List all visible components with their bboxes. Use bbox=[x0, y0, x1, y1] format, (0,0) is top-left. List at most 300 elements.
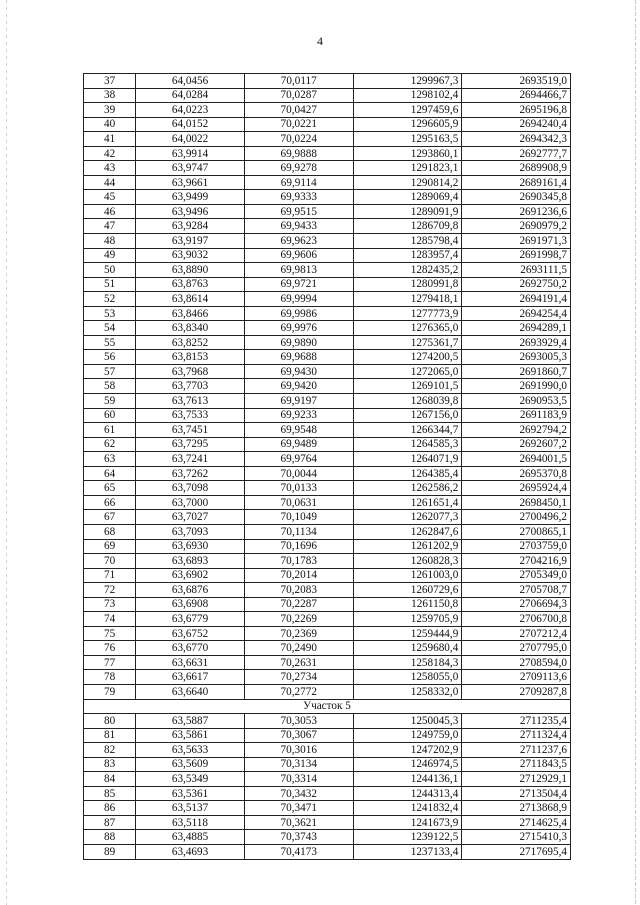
point-number-cell: 85 bbox=[84, 786, 136, 801]
x-coordinate-cell: 1279418,1 bbox=[353, 292, 462, 307]
x-coordinate-cell: 1262077,3 bbox=[353, 510, 462, 525]
table-row bbox=[84, 88, 571, 103]
table-row bbox=[84, 292, 571, 307]
point-number-cell: 46 bbox=[84, 204, 136, 219]
x-coordinate-cell: 1261150,8 bbox=[353, 597, 462, 612]
point-number-cell: 45 bbox=[84, 190, 136, 205]
y-coordinate-cell: 2692777,7 bbox=[462, 146, 571, 161]
point-number-cell: 87 bbox=[84, 815, 136, 830]
longitude-cell: 70,3053 bbox=[244, 714, 353, 729]
latitude-cell: 63,8890 bbox=[136, 263, 245, 278]
longitude-cell: 69,9420 bbox=[244, 379, 353, 394]
latitude-cell: 63,6902 bbox=[136, 568, 245, 583]
table-row bbox=[84, 161, 571, 176]
x-coordinate-cell: 1262586,2 bbox=[353, 481, 462, 496]
latitude-cell: 63,7295 bbox=[136, 437, 245, 452]
latitude-cell: 63,6779 bbox=[136, 612, 245, 627]
longitude-cell: 70,2734 bbox=[244, 670, 353, 685]
longitude-cell: 70,3067 bbox=[244, 728, 353, 743]
y-coordinate-cell: 2707795,0 bbox=[462, 641, 571, 656]
latitude-cell: 63,6617 bbox=[136, 670, 245, 685]
table-row bbox=[84, 655, 571, 670]
table-row bbox=[84, 394, 571, 409]
table-row bbox=[84, 554, 571, 569]
point-number-cell: 57 bbox=[84, 364, 136, 379]
x-coordinate-cell: 1268039,8 bbox=[353, 394, 462, 409]
y-coordinate-cell: 2711237,6 bbox=[462, 743, 571, 758]
x-coordinate-cell: 1258184,3 bbox=[353, 655, 462, 670]
longitude-cell: 70,0631 bbox=[244, 495, 353, 510]
latitude-cell: 63,4693 bbox=[136, 844, 245, 859]
latitude-cell: 63,9284 bbox=[136, 219, 245, 234]
latitude-cell: 64,0456 bbox=[136, 74, 245, 89]
table-row bbox=[84, 350, 571, 365]
point-number-cell: 59 bbox=[84, 394, 136, 409]
latitude-cell: 63,6930 bbox=[136, 539, 245, 554]
latitude-cell: 63,7000 bbox=[136, 495, 245, 510]
y-coordinate-cell: 2689161,4 bbox=[462, 175, 571, 190]
longitude-cell: 69,9515 bbox=[244, 204, 353, 219]
table-row bbox=[84, 263, 571, 278]
y-coordinate-cell: 2691990,0 bbox=[462, 379, 571, 394]
longitude-cell: 69,9976 bbox=[244, 321, 353, 336]
scan-edge-right bbox=[635, 0, 636, 905]
point-number-cell: 42 bbox=[84, 146, 136, 161]
latitude-cell: 64,0022 bbox=[136, 132, 245, 147]
longitude-cell: 70,0044 bbox=[244, 466, 353, 481]
latitude-cell: 63,7098 bbox=[136, 481, 245, 496]
latitude-cell: 64,0284 bbox=[136, 88, 245, 103]
point-number-cell: 80 bbox=[84, 714, 136, 729]
table-row bbox=[84, 364, 571, 379]
table-row bbox=[84, 423, 571, 438]
longitude-cell: 70,2490 bbox=[244, 641, 353, 656]
y-coordinate-cell: 2709113,6 bbox=[462, 670, 571, 685]
longitude-cell: 70,3621 bbox=[244, 815, 353, 830]
x-coordinate-cell: 1297459,6 bbox=[353, 103, 462, 118]
y-coordinate-cell: 2709287,8 bbox=[462, 684, 571, 699]
point-number-cell: 44 bbox=[84, 175, 136, 190]
point-number-cell: 66 bbox=[84, 495, 136, 510]
table-row bbox=[84, 568, 571, 583]
latitude-cell: 63,7533 bbox=[136, 408, 245, 423]
y-coordinate-cell: 2700865,1 bbox=[462, 524, 571, 539]
point-number-cell: 70 bbox=[84, 554, 136, 569]
latitude-cell: 63,6893 bbox=[136, 554, 245, 569]
longitude-cell: 70,3314 bbox=[244, 772, 353, 787]
latitude-cell: 63,6631 bbox=[136, 655, 245, 670]
latitude-cell: 63,6876 bbox=[136, 583, 245, 598]
y-coordinate-cell: 2705708,7 bbox=[462, 583, 571, 598]
point-number-cell: 79 bbox=[84, 684, 136, 699]
x-coordinate-cell: 1239122,5 bbox=[353, 830, 462, 845]
table-row bbox=[84, 772, 571, 787]
y-coordinate-cell: 2704216,9 bbox=[462, 554, 571, 569]
table-row bbox=[84, 466, 571, 481]
x-coordinate-cell: 1267156,0 bbox=[353, 408, 462, 423]
point-number-cell: 56 bbox=[84, 350, 136, 365]
latitude-cell: 63,7703 bbox=[136, 379, 245, 394]
x-coordinate-cell: 1259444,9 bbox=[353, 626, 462, 641]
latitude-cell: 63,9747 bbox=[136, 161, 245, 176]
longitude-cell: 70,0133 bbox=[244, 481, 353, 496]
y-coordinate-cell: 2692750,2 bbox=[462, 277, 571, 292]
longitude-cell: 69,9278 bbox=[244, 161, 353, 176]
point-number-cell: 82 bbox=[84, 743, 136, 758]
x-coordinate-cell: 1274200,5 bbox=[353, 350, 462, 365]
longitude-cell: 70,3432 bbox=[244, 786, 353, 801]
latitude-cell: 63,5861 bbox=[136, 728, 245, 743]
longitude-cell: 70,3134 bbox=[244, 757, 353, 772]
latitude-cell: 63,9496 bbox=[136, 204, 245, 219]
y-coordinate-cell: 2706694,3 bbox=[462, 597, 571, 612]
x-coordinate-cell: 1261003,0 bbox=[353, 568, 462, 583]
table-row bbox=[84, 277, 571, 292]
table-row bbox=[84, 510, 571, 525]
table-row bbox=[84, 190, 571, 205]
y-coordinate-cell: 2694342,3 bbox=[462, 132, 571, 147]
table-row bbox=[84, 452, 571, 467]
x-coordinate-cell: 1264071,9 bbox=[353, 452, 462, 467]
table-row bbox=[84, 204, 571, 219]
table-row bbox=[84, 641, 571, 656]
y-coordinate-cell: 2693111,5 bbox=[462, 263, 571, 278]
point-number-cell: 67 bbox=[84, 510, 136, 525]
longitude-cell: 70,3016 bbox=[244, 743, 353, 758]
table-body-part-b bbox=[84, 714, 571, 859]
longitude-cell: 70,2014 bbox=[244, 568, 353, 583]
x-coordinate-cell: 1272065,0 bbox=[353, 364, 462, 379]
point-number-cell: 78 bbox=[84, 670, 136, 685]
y-coordinate-cell: 2715410,3 bbox=[462, 830, 571, 845]
point-number-cell: 54 bbox=[84, 321, 136, 336]
latitude-cell: 63,7241 bbox=[136, 452, 245, 467]
table-body-part-a bbox=[84, 74, 571, 700]
latitude-cell: 63,7451 bbox=[136, 423, 245, 438]
page-number: 4 bbox=[317, 34, 323, 48]
longitude-cell: 69,9721 bbox=[244, 277, 353, 292]
x-coordinate-cell: 1241832,4 bbox=[353, 801, 462, 816]
x-coordinate-cell: 1282435,2 bbox=[353, 263, 462, 278]
latitude-cell: 63,6908 bbox=[136, 597, 245, 612]
x-coordinate-cell: 1260828,3 bbox=[353, 554, 462, 569]
longitude-cell: 69,9114 bbox=[244, 175, 353, 190]
y-coordinate-cell: 2691860,7 bbox=[462, 364, 571, 379]
longitude-cell: 69,9548 bbox=[244, 423, 353, 438]
table-row bbox=[84, 495, 571, 510]
longitude-cell: 70,3743 bbox=[244, 830, 353, 845]
table-row bbox=[84, 219, 571, 234]
latitude-cell: 64,0223 bbox=[136, 103, 245, 118]
longitude-cell: 69,9233 bbox=[244, 408, 353, 423]
y-coordinate-cell: 2708594,0 bbox=[462, 655, 571, 670]
table-row bbox=[84, 175, 571, 190]
x-coordinate-cell: 1244136,1 bbox=[353, 772, 462, 787]
x-coordinate-cell: 1237133,4 bbox=[353, 844, 462, 859]
table-row bbox=[84, 74, 571, 89]
point-number-cell: 40 bbox=[84, 117, 136, 132]
longitude-cell: 70,0287 bbox=[244, 88, 353, 103]
longitude-cell: 69,9333 bbox=[244, 190, 353, 205]
y-coordinate-cell: 2711843,5 bbox=[462, 757, 571, 772]
point-number-cell: 84 bbox=[84, 772, 136, 787]
longitude-cell: 70,2287 bbox=[244, 597, 353, 612]
longitude-cell: 70,0427 bbox=[244, 103, 353, 118]
point-number-cell: 39 bbox=[84, 103, 136, 118]
x-coordinate-cell: 1275361,7 bbox=[353, 335, 462, 350]
latitude-cell: 63,7262 bbox=[136, 466, 245, 481]
latitude-cell: 63,9197 bbox=[136, 234, 245, 249]
coordinates-table bbox=[83, 73, 571, 860]
y-coordinate-cell: 2690345,8 bbox=[462, 190, 571, 205]
longitude-cell: 70,2269 bbox=[244, 612, 353, 627]
latitude-cell: 63,8153 bbox=[136, 350, 245, 365]
longitude-cell: 70,2083 bbox=[244, 583, 353, 598]
longitude-cell: 69,9430 bbox=[244, 364, 353, 379]
y-coordinate-cell: 2713868,9 bbox=[462, 801, 571, 816]
table-row bbox=[84, 815, 571, 830]
latitude-cell: 63,7613 bbox=[136, 394, 245, 409]
table-row bbox=[84, 481, 571, 496]
longitude-cell: 69,9994 bbox=[244, 292, 353, 307]
x-coordinate-cell: 1276365,0 bbox=[353, 321, 462, 336]
x-coordinate-cell: 1299967,3 bbox=[353, 74, 462, 89]
x-coordinate-cell: 1286709,8 bbox=[353, 219, 462, 234]
point-number-cell: 37 bbox=[84, 74, 136, 89]
x-coordinate-cell: 1289069,4 bbox=[353, 190, 462, 205]
table-row bbox=[84, 743, 571, 758]
longitude-cell: 70,1696 bbox=[244, 539, 353, 554]
point-number-cell: 48 bbox=[84, 234, 136, 249]
longitude-cell: 70,1049 bbox=[244, 510, 353, 525]
y-coordinate-cell: 2689908,9 bbox=[462, 161, 571, 176]
point-number-cell: 49 bbox=[84, 248, 136, 263]
table-row bbox=[84, 626, 571, 641]
table-row bbox=[84, 132, 571, 147]
y-coordinate-cell: 2700496,2 bbox=[462, 510, 571, 525]
latitude-cell: 63,9914 bbox=[136, 146, 245, 161]
y-coordinate-cell: 2695370,8 bbox=[462, 466, 571, 481]
longitude-cell: 69,9986 bbox=[244, 306, 353, 321]
longitude-cell: 69,9764 bbox=[244, 452, 353, 467]
point-number-cell: 74 bbox=[84, 612, 136, 627]
latitude-cell: 63,5887 bbox=[136, 714, 245, 729]
longitude-cell: 69,9606 bbox=[244, 248, 353, 263]
y-coordinate-cell: 2694240,4 bbox=[462, 117, 571, 132]
latitude-cell: 63,5609 bbox=[136, 757, 245, 772]
table-row bbox=[84, 670, 571, 685]
point-number-cell: 41 bbox=[84, 132, 136, 147]
point-number-cell: 68 bbox=[84, 524, 136, 539]
y-coordinate-cell: 2690979,2 bbox=[462, 219, 571, 234]
x-coordinate-cell: 1259680,4 bbox=[353, 641, 462, 656]
y-coordinate-cell: 2714625,4 bbox=[462, 815, 571, 830]
point-number-cell: 43 bbox=[84, 161, 136, 176]
table-row bbox=[84, 321, 571, 336]
latitude-cell: 63,6640 bbox=[136, 684, 245, 699]
y-coordinate-cell: 2698450,1 bbox=[462, 495, 571, 510]
table-row bbox=[84, 379, 571, 394]
table-row bbox=[84, 335, 571, 350]
table-row bbox=[84, 801, 571, 816]
table-row bbox=[84, 844, 571, 859]
point-number-cell: 38 bbox=[84, 88, 136, 103]
latitude-cell: 63,7968 bbox=[136, 364, 245, 379]
latitude-cell: 63,4885 bbox=[136, 830, 245, 845]
x-coordinate-cell: 1291823,1 bbox=[353, 161, 462, 176]
point-number-cell: 75 bbox=[84, 626, 136, 641]
longitude-cell: 69,9890 bbox=[244, 335, 353, 350]
longitude-cell: 70,2772 bbox=[244, 684, 353, 699]
y-coordinate-cell: 2693929,4 bbox=[462, 335, 571, 350]
section-heading-row bbox=[84, 699, 571, 714]
table-row bbox=[84, 234, 571, 249]
latitude-cell: 63,9032 bbox=[136, 248, 245, 263]
point-number-cell: 83 bbox=[84, 757, 136, 772]
x-coordinate-cell: 1241673,9 bbox=[353, 815, 462, 830]
x-coordinate-cell: 1246974,5 bbox=[353, 757, 462, 772]
point-number-cell: 58 bbox=[84, 379, 136, 394]
longitude-cell: 70,2631 bbox=[244, 655, 353, 670]
x-coordinate-cell: 1293860,1 bbox=[353, 146, 462, 161]
point-number-cell: 72 bbox=[84, 583, 136, 598]
latitude-cell: 63,8614 bbox=[136, 292, 245, 307]
table-row bbox=[84, 408, 571, 423]
x-coordinate-cell: 1247202,9 bbox=[353, 743, 462, 758]
latitude-cell: 63,5349 bbox=[136, 772, 245, 787]
table-row bbox=[84, 786, 571, 801]
point-number-cell: 51 bbox=[84, 277, 136, 292]
longitude-cell: 69,9433 bbox=[244, 219, 353, 234]
x-coordinate-cell: 1290814,2 bbox=[353, 175, 462, 190]
y-coordinate-cell: 2693519,0 bbox=[462, 74, 571, 89]
point-number-cell: 77 bbox=[84, 655, 136, 670]
latitude-cell: 63,9661 bbox=[136, 175, 245, 190]
latitude-cell: 63,7027 bbox=[136, 510, 245, 525]
y-coordinate-cell: 2717695,4 bbox=[462, 844, 571, 859]
table-row bbox=[84, 539, 571, 554]
longitude-cell: 69,9197 bbox=[244, 394, 353, 409]
scan-edge-left bbox=[6, 0, 7, 905]
y-coordinate-cell: 2694254,4 bbox=[462, 306, 571, 321]
latitude-cell: 63,9499 bbox=[136, 190, 245, 205]
y-coordinate-cell: 2692794,2 bbox=[462, 423, 571, 438]
longitude-cell: 70,3471 bbox=[244, 801, 353, 816]
longitude-cell: 69,9688 bbox=[244, 350, 353, 365]
longitude-cell: 70,0221 bbox=[244, 117, 353, 132]
latitude-cell: 64,0152 bbox=[136, 117, 245, 132]
table-row bbox=[84, 757, 571, 772]
x-coordinate-cell: 1264585,3 bbox=[353, 437, 462, 452]
y-coordinate-cell: 2695196,8 bbox=[462, 103, 571, 118]
longitude-cell: 69,9813 bbox=[244, 263, 353, 278]
x-coordinate-cell: 1298102,4 bbox=[353, 88, 462, 103]
table-row bbox=[84, 437, 571, 452]
table-row bbox=[84, 728, 571, 743]
y-coordinate-cell: 2713504,4 bbox=[462, 786, 571, 801]
x-coordinate-cell: 1283957,4 bbox=[353, 248, 462, 263]
x-coordinate-cell: 1296605,9 bbox=[353, 117, 462, 132]
longitude-cell: 70,0224 bbox=[244, 132, 353, 147]
point-number-cell: 64 bbox=[84, 466, 136, 481]
point-number-cell: 88 bbox=[84, 830, 136, 845]
x-coordinate-cell: 1261202,9 bbox=[353, 539, 462, 554]
section-heading-group bbox=[84, 699, 571, 714]
table-row bbox=[84, 612, 571, 627]
table-row bbox=[84, 248, 571, 263]
latitude-cell: 63,8252 bbox=[136, 335, 245, 350]
y-coordinate-cell: 2693005,3 bbox=[462, 350, 571, 365]
longitude-cell: 70,0117 bbox=[244, 74, 353, 89]
y-coordinate-cell: 2694466,7 bbox=[462, 88, 571, 103]
y-coordinate-cell: 2711324,4 bbox=[462, 728, 571, 743]
latitude-cell: 63,8340 bbox=[136, 321, 245, 336]
y-coordinate-cell: 2694191,4 bbox=[462, 292, 571, 307]
y-coordinate-cell: 2711235,4 bbox=[462, 714, 571, 729]
latitude-cell: 63,8763 bbox=[136, 277, 245, 292]
y-coordinate-cell: 2692607,2 bbox=[462, 437, 571, 452]
y-coordinate-cell: 2712929,1 bbox=[462, 772, 571, 787]
latitude-cell: 63,5118 bbox=[136, 815, 245, 830]
x-coordinate-cell: 1258055,0 bbox=[353, 670, 462, 685]
x-coordinate-cell: 1250045,3 bbox=[353, 714, 462, 729]
x-coordinate-cell: 1244313,4 bbox=[353, 786, 462, 801]
x-coordinate-cell: 1289091,9 bbox=[353, 204, 462, 219]
x-coordinate-cell: 1280991,8 bbox=[353, 277, 462, 292]
point-number-cell: 47 bbox=[84, 219, 136, 234]
y-coordinate-cell: 2694001,5 bbox=[462, 452, 571, 467]
x-coordinate-cell: 1266344,7 bbox=[353, 423, 462, 438]
table-row bbox=[84, 524, 571, 539]
y-coordinate-cell: 2707212,4 bbox=[462, 626, 571, 641]
y-coordinate-cell: 2703759,0 bbox=[462, 539, 571, 554]
table-row bbox=[84, 583, 571, 598]
latitude-cell: 63,5361 bbox=[136, 786, 245, 801]
table-row bbox=[84, 597, 571, 612]
point-number-cell: 52 bbox=[84, 292, 136, 307]
table-row bbox=[84, 714, 571, 729]
point-number-cell: 71 bbox=[84, 568, 136, 583]
y-coordinate-cell: 2695924,4 bbox=[462, 481, 571, 496]
x-coordinate-cell: 1269101,5 bbox=[353, 379, 462, 394]
section-heading: Участок 5 bbox=[84, 699, 571, 714]
point-number-cell: 73 bbox=[84, 597, 136, 612]
point-number-cell: 89 bbox=[84, 844, 136, 859]
x-coordinate-cell: 1295163,5 bbox=[353, 132, 462, 147]
x-coordinate-cell: 1262847,6 bbox=[353, 524, 462, 539]
point-number-cell: 76 bbox=[84, 641, 136, 656]
x-coordinate-cell: 1261651,4 bbox=[353, 495, 462, 510]
y-coordinate-cell: 2690953,5 bbox=[462, 394, 571, 409]
latitude-cell: 63,5633 bbox=[136, 743, 245, 758]
point-number-cell: 53 bbox=[84, 306, 136, 321]
y-coordinate-cell: 2705349,0 bbox=[462, 568, 571, 583]
point-number-cell: 50 bbox=[84, 263, 136, 278]
point-number-cell: 65 bbox=[84, 481, 136, 496]
point-number-cell: 61 bbox=[84, 423, 136, 438]
y-coordinate-cell: 2706700,8 bbox=[462, 612, 571, 627]
x-coordinate-cell: 1285798,4 bbox=[353, 234, 462, 249]
latitude-cell: 63,8466 bbox=[136, 306, 245, 321]
x-coordinate-cell: 1259705,9 bbox=[353, 612, 462, 627]
y-coordinate-cell: 2691998,7 bbox=[462, 248, 571, 263]
latitude-cell: 63,5137 bbox=[136, 801, 245, 816]
y-coordinate-cell: 2691183,9 bbox=[462, 408, 571, 423]
table-row bbox=[84, 146, 571, 161]
x-coordinate-cell: 1264385,4 bbox=[353, 466, 462, 481]
latitude-cell: 63,7093 bbox=[136, 524, 245, 539]
point-number-cell: 63 bbox=[84, 452, 136, 467]
